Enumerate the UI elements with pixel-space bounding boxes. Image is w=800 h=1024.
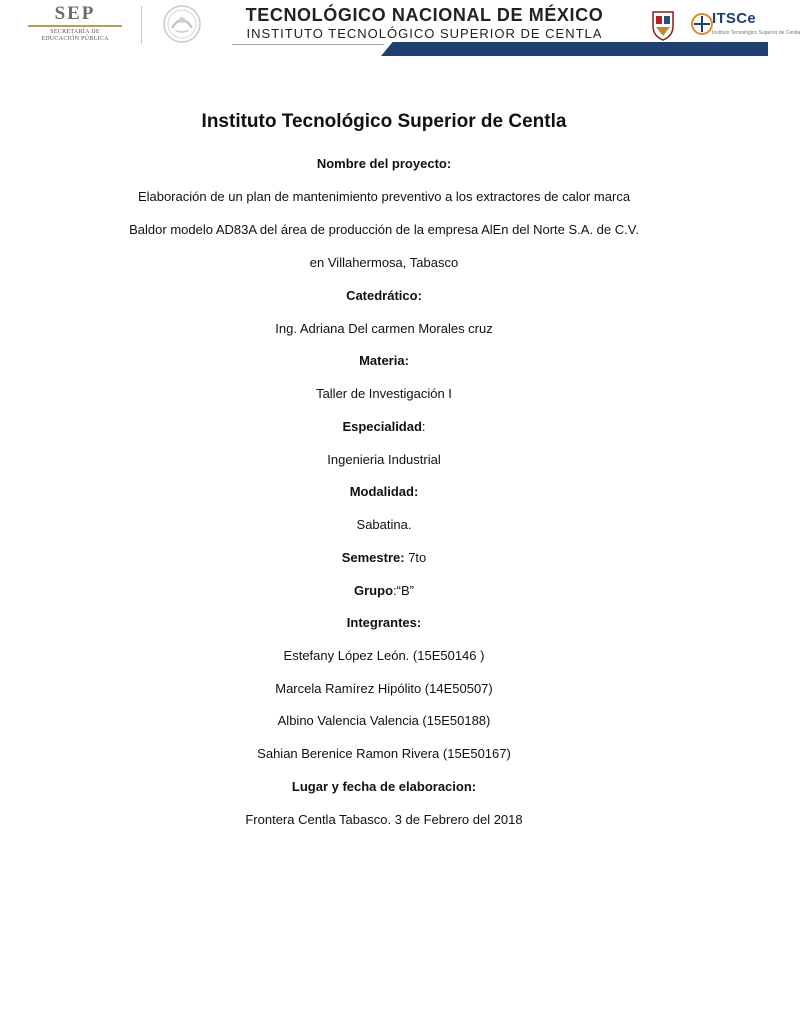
itsce-logo-sub: Instituto Tecnológico Superior de Centla bbox=[712, 30, 800, 36]
header-divider bbox=[141, 6, 142, 44]
teacher-value: Ing. Adriana Del carmen Morales cruz bbox=[275, 321, 493, 336]
group-label: Grupo bbox=[354, 583, 394, 598]
project-line-1: Elaboración de un plan de mantenimiento preventivo a los extractores de calor marca bbox=[137, 189, 631, 204]
semester-row bbox=[40, 550, 728, 566]
group-value: :“B” bbox=[393, 583, 414, 598]
centla-shield-icon bbox=[648, 8, 678, 42]
specialty-value: Ingenieria Industrial bbox=[327, 452, 441, 467]
sep-logo-sub-2: EDUCACIÓN PÚBLICA bbox=[41, 36, 109, 42]
itsce-logo-word: ITSCe bbox=[712, 10, 757, 27]
sep-logo bbox=[22, 4, 128, 44]
list-item: Marcela Ramírez Hipólito (14E50507) bbox=[275, 681, 493, 696]
specialty-row bbox=[40, 419, 728, 435]
members-label: Integrantes: bbox=[346, 615, 422, 630]
specialty-label: Especialidad bbox=[342, 419, 422, 434]
document-title: Instituto Tecnológico Superior de Centla bbox=[201, 111, 567, 132]
place-value: Frontera Centla Tabasco. 3 de Febrero del 2018 bbox=[245, 812, 523, 827]
specialty-colon: : bbox=[421, 419, 426, 434]
modality-label: Modalidad: bbox=[349, 484, 419, 499]
header-title: TECNOLÓGICO NACIONAL DE MÉXICO bbox=[245, 5, 604, 25]
sep-logo-rule bbox=[28, 25, 122, 27]
semester-value: 7to bbox=[404, 550, 427, 565]
subject-value: Taller de Investigación I bbox=[316, 386, 452, 401]
semester-label: Semestre: bbox=[341, 550, 405, 565]
sep-logo-sub-1: SECRETARÍA DE bbox=[50, 29, 100, 35]
header-banner bbox=[0, 0, 800, 56]
teacher-label: Catedrático: bbox=[346, 288, 422, 303]
itsce-emblem-icon bbox=[690, 10, 714, 38]
header-subtitle: INSTITUTO TECNOLÓGICO SUPERIOR DE CENTLA bbox=[246, 26, 603, 41]
place-label: Lugar y fecha de elaboracion: bbox=[291, 779, 477, 794]
itsce-logo bbox=[690, 8, 800, 42]
list-item: Estefany López León. (15E50146 ) bbox=[283, 648, 485, 663]
national-seal-icon bbox=[156, 4, 208, 44]
list-item: Sahian Berenice Ramon Rivera (15E50167) bbox=[257, 746, 511, 761]
header-gray-line bbox=[232, 44, 384, 45]
subject-label: Materia: bbox=[359, 353, 409, 368]
project-line-3: en Villahermosa, Tabasco bbox=[309, 255, 459, 270]
sep-logo-word: SEP bbox=[54, 3, 96, 24]
group-row bbox=[40, 583, 728, 599]
list-item: Albino Valencia Valencia (15E50188) bbox=[277, 713, 491, 728]
header-blue-bar bbox=[381, 42, 768, 56]
project-label: Nombre del proyecto: bbox=[316, 156, 452, 171]
modality-value: Sabatina. bbox=[356, 517, 412, 532]
project-line-2: Baldor modelo AD83A del área de producción de la empresa AlEn del Norte S.A. de C.V. bbox=[129, 222, 639, 237]
